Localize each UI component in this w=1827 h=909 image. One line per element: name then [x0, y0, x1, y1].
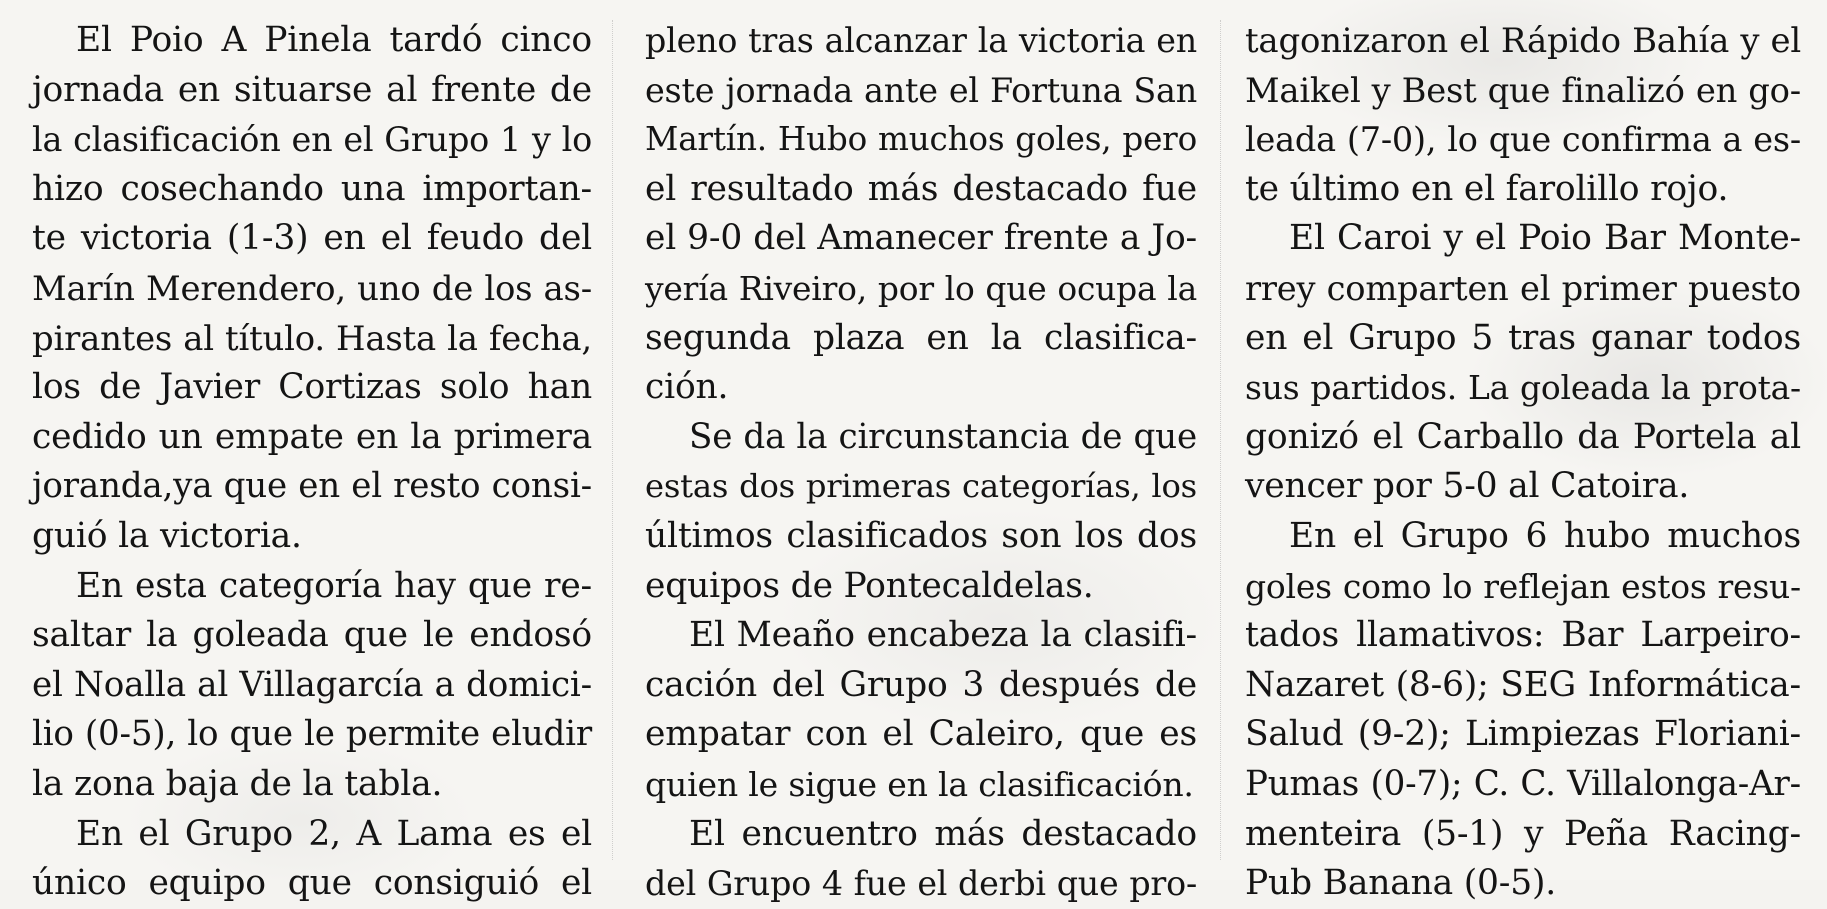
text-line: El encuentro más destacado: [689, 813, 1197, 854]
text-line: saltar la goleada que le endosó: [32, 615, 592, 656]
text-line: últimos clasificados son los dos: [645, 515, 1197, 556]
text-line: Martín. Hubo muchos goles, pero: [645, 120, 1197, 159]
paragraph: [645, 810, 1197, 909]
text-line: El Caroi y el Poio Bar Monte-: [1289, 218, 1801, 259]
text-line: el resultado más destacado fue: [645, 168, 1197, 209]
text-column-3: [1245, 16, 1801, 909]
text-line: En el Grupo 6 hubo muchos: [1289, 515, 1801, 556]
text-line: cación del Grupo 3 después de: [645, 664, 1197, 705]
text-line: menteira (5-1) y Peña Racing-: [1245, 813, 1801, 854]
text-line: pleno tras alcanzar la victoria en: [645, 21, 1197, 60]
text-line: cedido un empate en la primera: [32, 416, 592, 457]
text-line: Se da la circunstancia de que: [689, 416, 1197, 457]
paragraph: [32, 562, 592, 810]
paragraph: [1245, 16, 1801, 214]
text-line: te victoria (1-3) en el feudo del: [32, 218, 592, 259]
text-line: joranda,ya que en el resto consi-: [32, 466, 592, 507]
text-line: estas dos primeras categorías, los: [645, 467, 1197, 506]
text-line: Pub Banana (0-5).: [1245, 863, 1556, 904]
text-column-1: [32, 16, 592, 909]
text-line: equipos de Pontecaldelas.: [645, 565, 1094, 606]
text-column-2: [645, 16, 1197, 909]
text-line: el 9-0 del Amanecer frente a Jo-: [645, 218, 1197, 259]
text-line: segunda plaza en la clasifica-: [645, 317, 1197, 358]
text-line: guió la victoria.: [32, 515, 302, 556]
text-line: empatar con el Caleiro, que es: [645, 714, 1197, 755]
text-line: Nazaret (8-6); SEG Informática-: [1245, 664, 1801, 705]
text-line: único equipo que consiguió el: [32, 863, 592, 904]
text-line: quien le sigue en la clasificación.: [645, 764, 1194, 804]
text-line: leada (7-0), lo que confirma a es-: [1245, 120, 1801, 160]
text-line: En el Grupo 2, A Lama es el: [76, 813, 592, 854]
paragraph: [645, 16, 1197, 413]
text-line: rrey comparten el primer puesto: [1245, 268, 1801, 308]
text-line: yería Riveiro, por lo que ocupa la: [645, 268, 1197, 308]
paragraph: [32, 16, 592, 562]
column-divider: [612, 20, 613, 860]
text-line: Salud (9-2); Limpiezas Floriani-: [1245, 714, 1801, 755]
text-line: en el Grupo 5 tras ganar todos: [1245, 317, 1801, 358]
paragraph: [645, 413, 1197, 611]
text-line: lio (0-5), lo que le permite eludir: [32, 714, 592, 755]
text-line: gonizó el Carballo da Portela al: [1245, 416, 1801, 457]
text-line: hizo cosechando una importan-: [32, 168, 592, 209]
text-line: la zona baja de la tabla.: [32, 763, 443, 804]
text-line: pirantes al título. Hasta la fecha,: [32, 318, 592, 358]
column-divider: [1220, 20, 1221, 860]
text-line: el Noalla al Villagarcía a domici-: [32, 664, 592, 705]
text-line: Pumas (0-7); C. C. Villalonga-Ar-: [1245, 763, 1801, 804]
text-line: Maikel y Best que finalizó en go-: [1245, 70, 1801, 110]
paragraph: [32, 810, 592, 909]
text-line: El Poio A Pinela tardó cinco: [76, 20, 592, 60]
text-line: tagonizaron el Rápido Bahía y el: [1245, 21, 1801, 60]
text-line: ción.: [645, 367, 729, 408]
text-line: goles como lo reflejan estos resu-: [1245, 566, 1801, 606]
text-line: este jornada ante el Fortuna San: [645, 70, 1197, 110]
paragraph: [1245, 214, 1801, 512]
text-line: sus partidos. La goleada la prota-: [1245, 368, 1801, 408]
text-line: El Meaño encabeza la clasifi-: [689, 615, 1197, 656]
text-line: jornada en situarse al frente de: [32, 69, 592, 110]
text-line: la clasificación en el Grupo 1 y lo: [32, 120, 592, 160]
text-line: Marín Merendero, uno de los as-: [32, 268, 592, 308]
text-line: te último en el farolillo rojo.: [1245, 168, 1729, 209]
text-line: del Grupo 4 fue el derbi que pro-: [645, 864, 1197, 904]
text-line: vencer por 5-0 al Catoira.: [1245, 466, 1690, 507]
text-line: tados llamativos: Bar Larpeiro-: [1245, 615, 1801, 656]
paragraph: [645, 611, 1197, 809]
text-line: En esta categoría hay que re-: [76, 565, 592, 606]
paragraph: [1245, 512, 1801, 909]
text-line: los de Javier Cortizas solo han: [32, 367, 592, 408]
